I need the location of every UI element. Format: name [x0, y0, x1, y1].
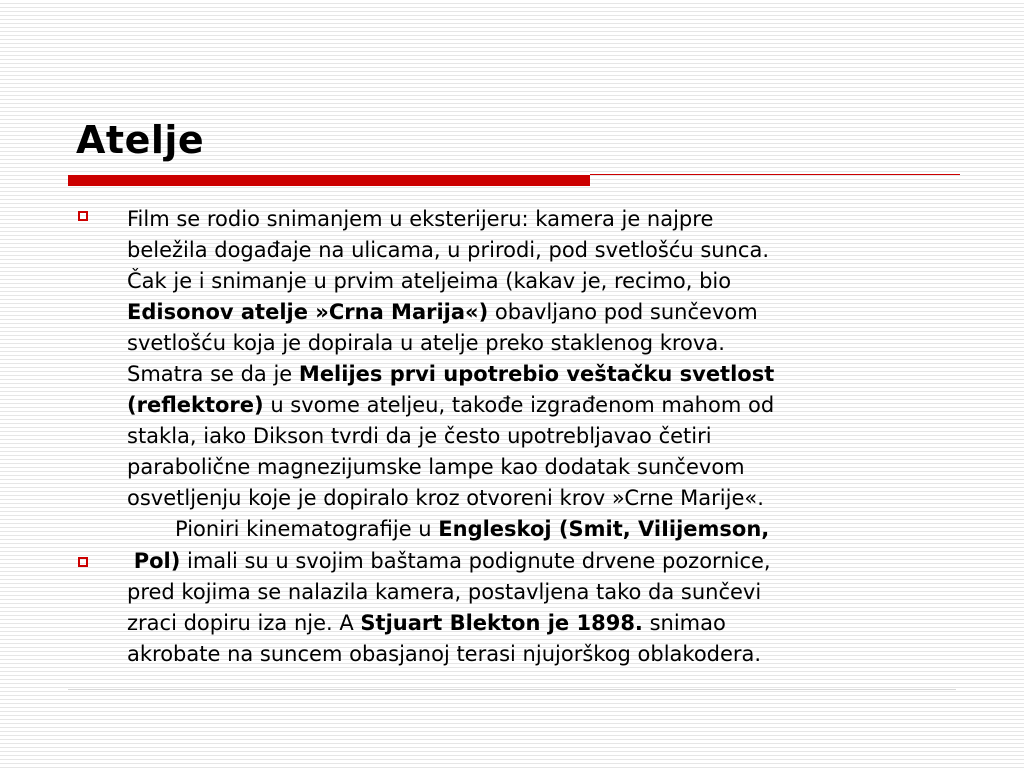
- text-line: [127, 514, 957, 545]
- text-span: obavljano pod sunčevom: [488, 300, 758, 324]
- square-bullet-icon: [78, 557, 88, 567]
- text-line: [127, 390, 957, 421]
- bold-text: (reflektore): [127, 393, 264, 417]
- footer-divider: [68, 689, 956, 690]
- text-line: [127, 608, 957, 639]
- text-line: Film se rodio snimanjem u eksterijeru: kamera je najpre: [127, 207, 714, 231]
- title-underline-thin: [590, 174, 960, 175]
- text-span: Pioniri kinematografije u: [175, 517, 439, 541]
- text-line: stakla, iako Dikson tvrdi da je često upotrebljavao četiri: [127, 424, 712, 448]
- bold-text: Edisonov atelje »Crna Marija«): [127, 300, 489, 324]
- bold-text: Pol): [133, 549, 181, 573]
- text-line: [127, 359, 957, 390]
- text-span: imali su u svojim baštama podignute drvene pozornice,: [180, 549, 771, 573]
- text-line: beležila događaje na ulicama, u prirodi, pod svetlošću sunca.: [127, 238, 769, 262]
- bullet-paragraph-2: [127, 546, 957, 670]
- text-line: [127, 297, 957, 328]
- text-span: u svome ateljeu, takođe izgrađenom mahom od: [263, 393, 775, 417]
- text-line: osvetljenju koje je dopiralo kroz otvoreni krov »Crne Marije«.: [127, 486, 764, 510]
- text-line: svetlošću koja je dopirala u atelje preko staklenog krova.: [127, 331, 725, 355]
- text-line: pred kojima se nalazila kamera, postavljena tako da sunčevi: [127, 580, 762, 604]
- text-line: [127, 546, 957, 577]
- bullet-paragraph-1: [127, 204, 957, 545]
- square-bullet-icon: [78, 211, 88, 221]
- bold-text: Melijes prvi upotrebio veštačku svetlost: [298, 362, 775, 386]
- slide-title: Atelje: [76, 118, 205, 162]
- text-line: akrobate na suncem obasjanoj terasi njujorškog oblakodera.: [127, 642, 762, 666]
- text-span: Smatra se da je: [127, 362, 299, 386]
- text-span: snimao: [642, 611, 726, 635]
- text-line: Čak je i snimanje u prvim ateljeima (kakav je, recimo, bio: [127, 269, 732, 293]
- title-underline-accent: [68, 175, 590, 186]
- text-line: parabolične magnezijumske lampe kao dodatak sunčevom: [127, 455, 745, 479]
- bold-text: Engleskoj (Smit, ViIijemson,: [438, 517, 770, 541]
- text-span: zraci dopiru iza nje. A: [127, 611, 361, 635]
- bold-text: Stjuart Blekton je 1898.: [360, 611, 643, 635]
